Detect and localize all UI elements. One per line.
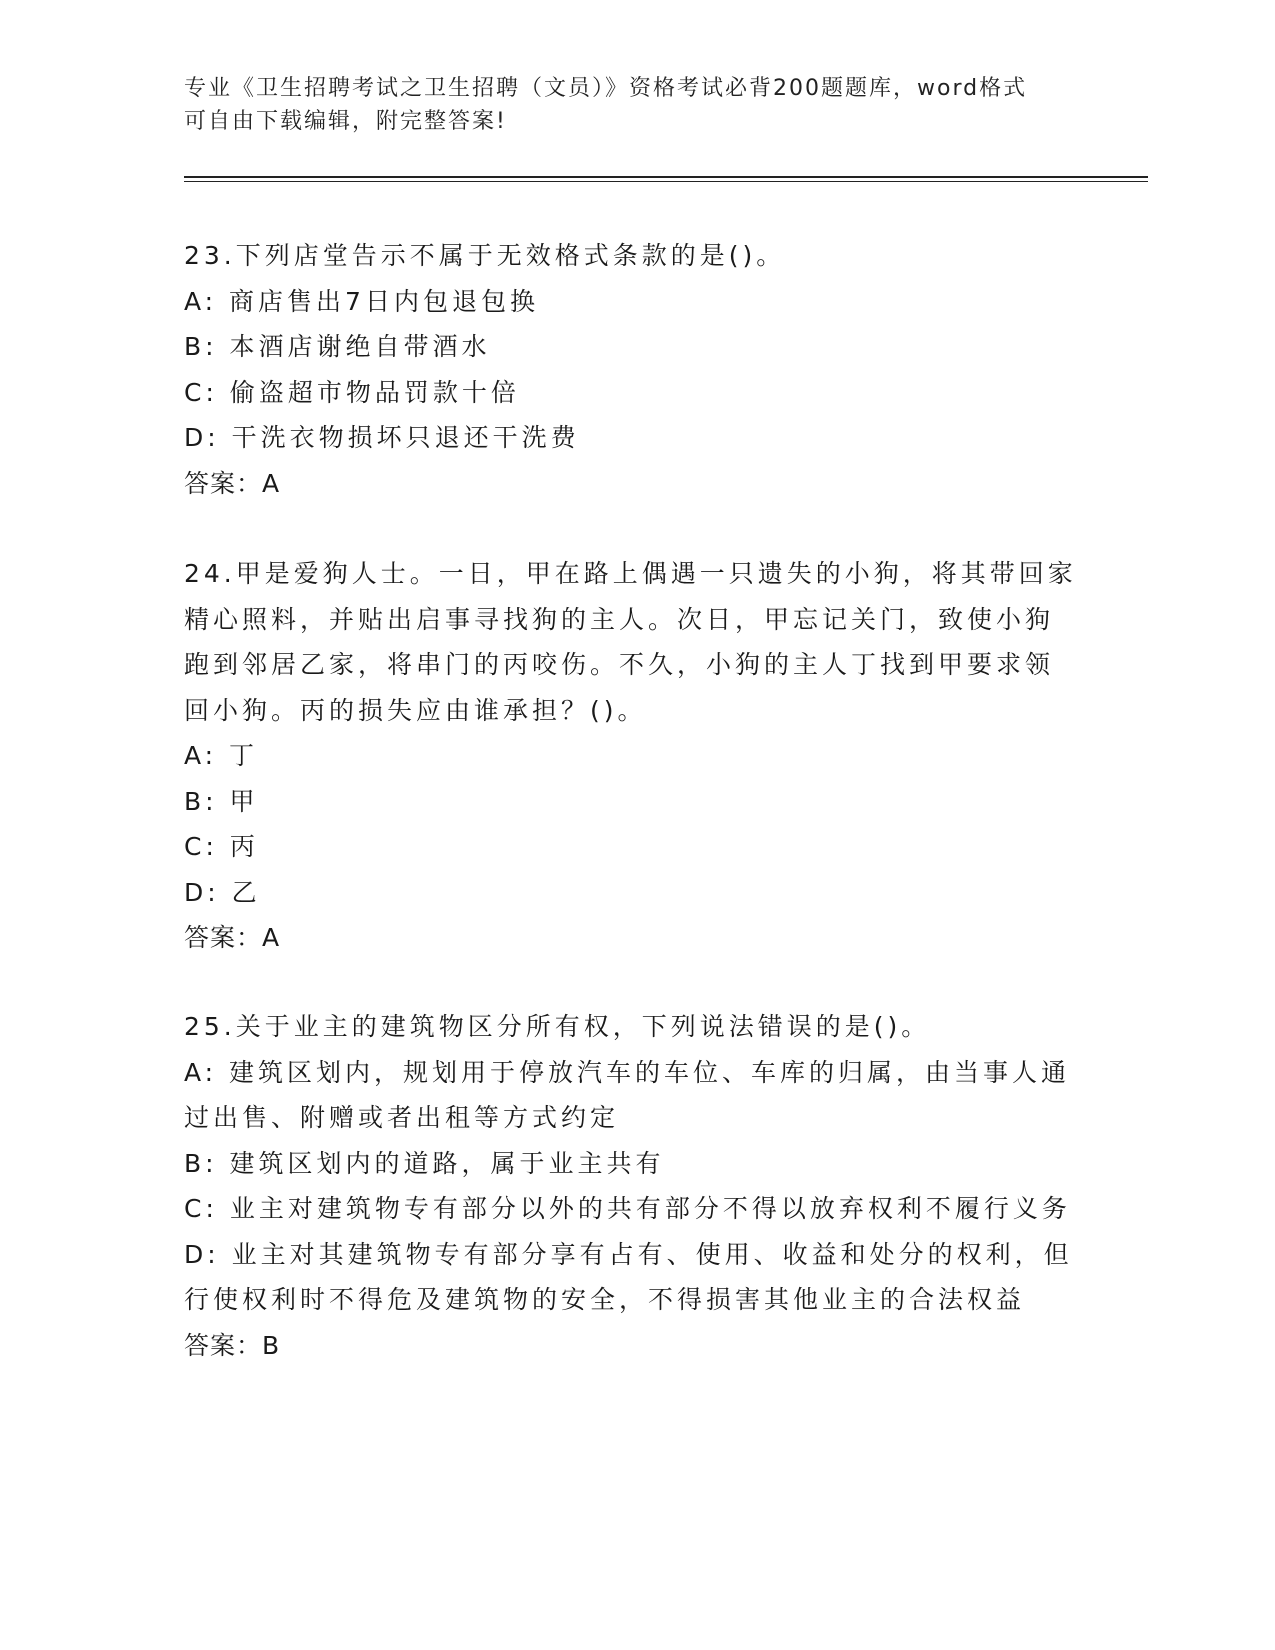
question-text-line-1: 24.甲是爱狗人士。一日，甲在路上偶遇一只遗失的小狗，将其带回家 [184, 559, 1077, 588]
option-b: B: 本酒店谢绝自带酒水 [184, 332, 491, 361]
option-c: C: 偷盗超市物品罚款十倍 [184, 377, 520, 407]
option-c: C: 丙 [184, 832, 259, 861]
document-header [184, 72, 1064, 138]
option-d-line-2: 行使权利时不得危及建筑物的安全，不得损害其他业主的合法权益 [184, 1285, 1026, 1314]
answer: 答案：B [184, 1330, 281, 1360]
question-text-line-2: 精心照料，并贴出启事寻找狗的主人。次日，甲忘记关门，致使小狗 [184, 604, 1055, 634]
answer: 答案：A [184, 468, 281, 498]
option-c: C: 业主对建筑物专有部分以外的共有部分不得以放弃权利不履行义务 [184, 1194, 1071, 1223]
question-text: 23.下列店堂告示不属于无效格式条款的是()。 [184, 241, 786, 270]
question-text-line-4: 回小狗。丙的损失应由谁承担？()。 [184, 695, 647, 725]
option-a: A: 商店售出7日内包退包换 [184, 286, 539, 316]
option-a-line-2: 过出售、附赠或者出租等方式约定 [184, 1103, 620, 1132]
header-divider-thin [184, 181, 1148, 182]
option-b: B: 建筑区划内的道路，属于业主共有 [184, 1148, 665, 1178]
question-24 [184, 551, 1077, 961]
option-b: B: 甲 [184, 786, 259, 816]
question-23 [184, 233, 1064, 506]
option-d: D: 干洗衣物损坏只退还干洗费 [184, 423, 580, 452]
option-a-line-1: A: 建筑区划内，规划用于停放汽车的车位、车库的归属，由当事人通 [184, 1057, 1071, 1087]
option-d: D: 乙 [184, 877, 261, 907]
question-text: 25.关于业主的建筑物区分所有权，下列说法错误的是()。 [184, 1012, 931, 1041]
question-25 [184, 1004, 1073, 1368]
header-line-1: 专业《卫生招聘考试之卫生招聘（文员）》资格考试必背200题题库，word格式 [184, 76, 1028, 101]
option-d-line-1: D: 业主对其建筑物专有部分享有占有、使用、收益和处分的权利，但 [184, 1239, 1073, 1269]
answer: 答案：A [184, 923, 281, 952]
header-line-2: 可自由下载编辑，附完整答案! [184, 109, 507, 134]
header-divider-thick [184, 176, 1148, 178]
question-text-line-3: 跑到邻居乙家，将串门的丙咬伤。不久，小狗的主人丁找到甲要求领 [184, 650, 1055, 679]
option-a: A: 丁 [184, 741, 259, 770]
